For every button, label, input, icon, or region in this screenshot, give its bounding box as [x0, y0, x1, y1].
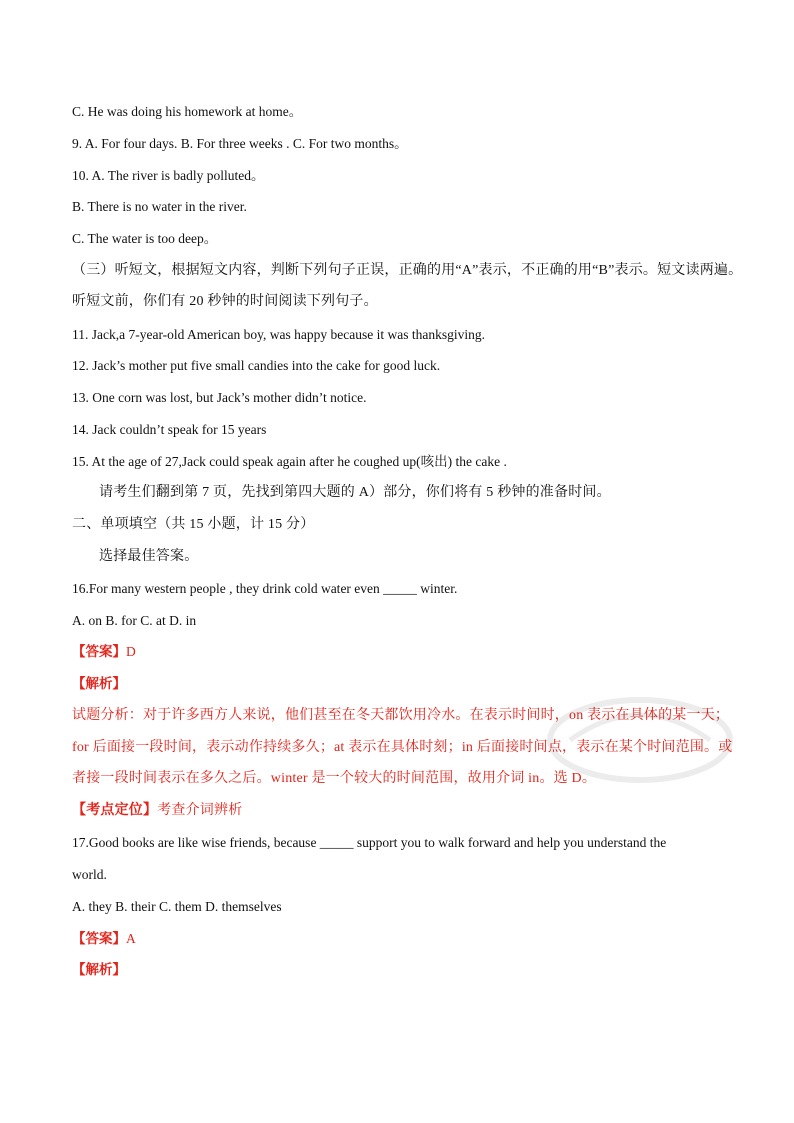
section-3-instruction-cont: 听短文前，你们有 20 秒钟的时间阅读下列句子。: [72, 294, 378, 309]
section-3-instruction: （三）听短文，根据短文内容，判断下列句子正误，正确的用“A”表示，不正确的用“B”表示。短文读两遍。: [72, 263, 743, 278]
statement-12: 12. Jack’s mother put five small candies into the cake for good luck.: [72, 358, 441, 373]
point-tag: 【考点定位】: [72, 803, 158, 818]
answer-tag: 【答案】: [72, 644, 126, 659]
part-2-heading: 二、单项填空（共 15 小题，计 15 分）: [72, 517, 315, 532]
statement-14: 14. Jack couldn’t speak for 15 years: [72, 422, 267, 437]
answer-value: D: [126, 644, 136, 659]
page-turn-instruction: 请考生们翻到第 7 页，先找到第四大题的 A）部分，你们将有 5 秒钟的准备时间。: [99, 485, 611, 500]
question-17-cont: world.: [72, 867, 107, 882]
q10-option-a: 10. A. The river is badly polluted。: [72, 168, 265, 183]
analysis-tag: 【解析】: [72, 676, 126, 691]
q10-option-c: C. The water is too deep。: [72, 231, 218, 246]
answer-value: A: [126, 931, 136, 946]
q17-analysis-tag: [72, 961, 126, 979]
question-16: 16.For many western people , they drink cold water even _____ winter.: [72, 581, 458, 596]
q10-option-b: B. There is no water in the river.: [72, 199, 247, 214]
question-16-options: A. on B. for C. at D. in: [72, 613, 197, 628]
statement-13: 13. One corn was lost, but Jack’s mother didn’t notice.: [72, 390, 367, 405]
q16-analysis-line-3: 者接一段时间表示在多久之后。winter 是一个较大的时间范围，故用介词 in。选 D。: [72, 771, 597, 786]
analysis-tag: 【解析】: [72, 962, 126, 977]
q16-analysis-line-1: 试题分析：对于许多西方人来说，他们甚至在冬天都饮用冷水。在表示时间时，on 表示在具体的某一天；: [72, 708, 730, 723]
question-17: 17.Good books are like wise friends, because _____ support you to walk forward and help you understand the: [72, 835, 667, 850]
q17-answer: [72, 930, 136, 948]
q16-analysis-line-2: for 后面接一段时间，表示动作持续多久；at 表示在具体时刻；in 后面接时间点，表示在某个时间范围。或: [72, 740, 733, 755]
point-value: 考查介词辨析: [157, 803, 243, 818]
answer-tag: 【答案】: [72, 931, 126, 946]
q16-analysis-tag: [72, 675, 126, 693]
q16-answer: [72, 643, 136, 661]
q9-options: 9. A. For four days. B. For three weeks . C. For two months。: [72, 136, 408, 151]
part-2-instruction: 选择最佳答案。: [99, 549, 199, 564]
q16-point: [72, 802, 242, 820]
q8-option-c: C. He was doing his homework at home。: [72, 104, 303, 119]
question-17-options: A. they B. their C. them D. themselves: [72, 899, 282, 914]
statement-11: 11. Jack,a 7-year-old American boy, was happy because it was thanksgiving.: [72, 327, 485, 342]
statement-15: 15. At the age of 27,Jack could speak again after he coughed up(咳出) the cake .: [72, 454, 507, 469]
